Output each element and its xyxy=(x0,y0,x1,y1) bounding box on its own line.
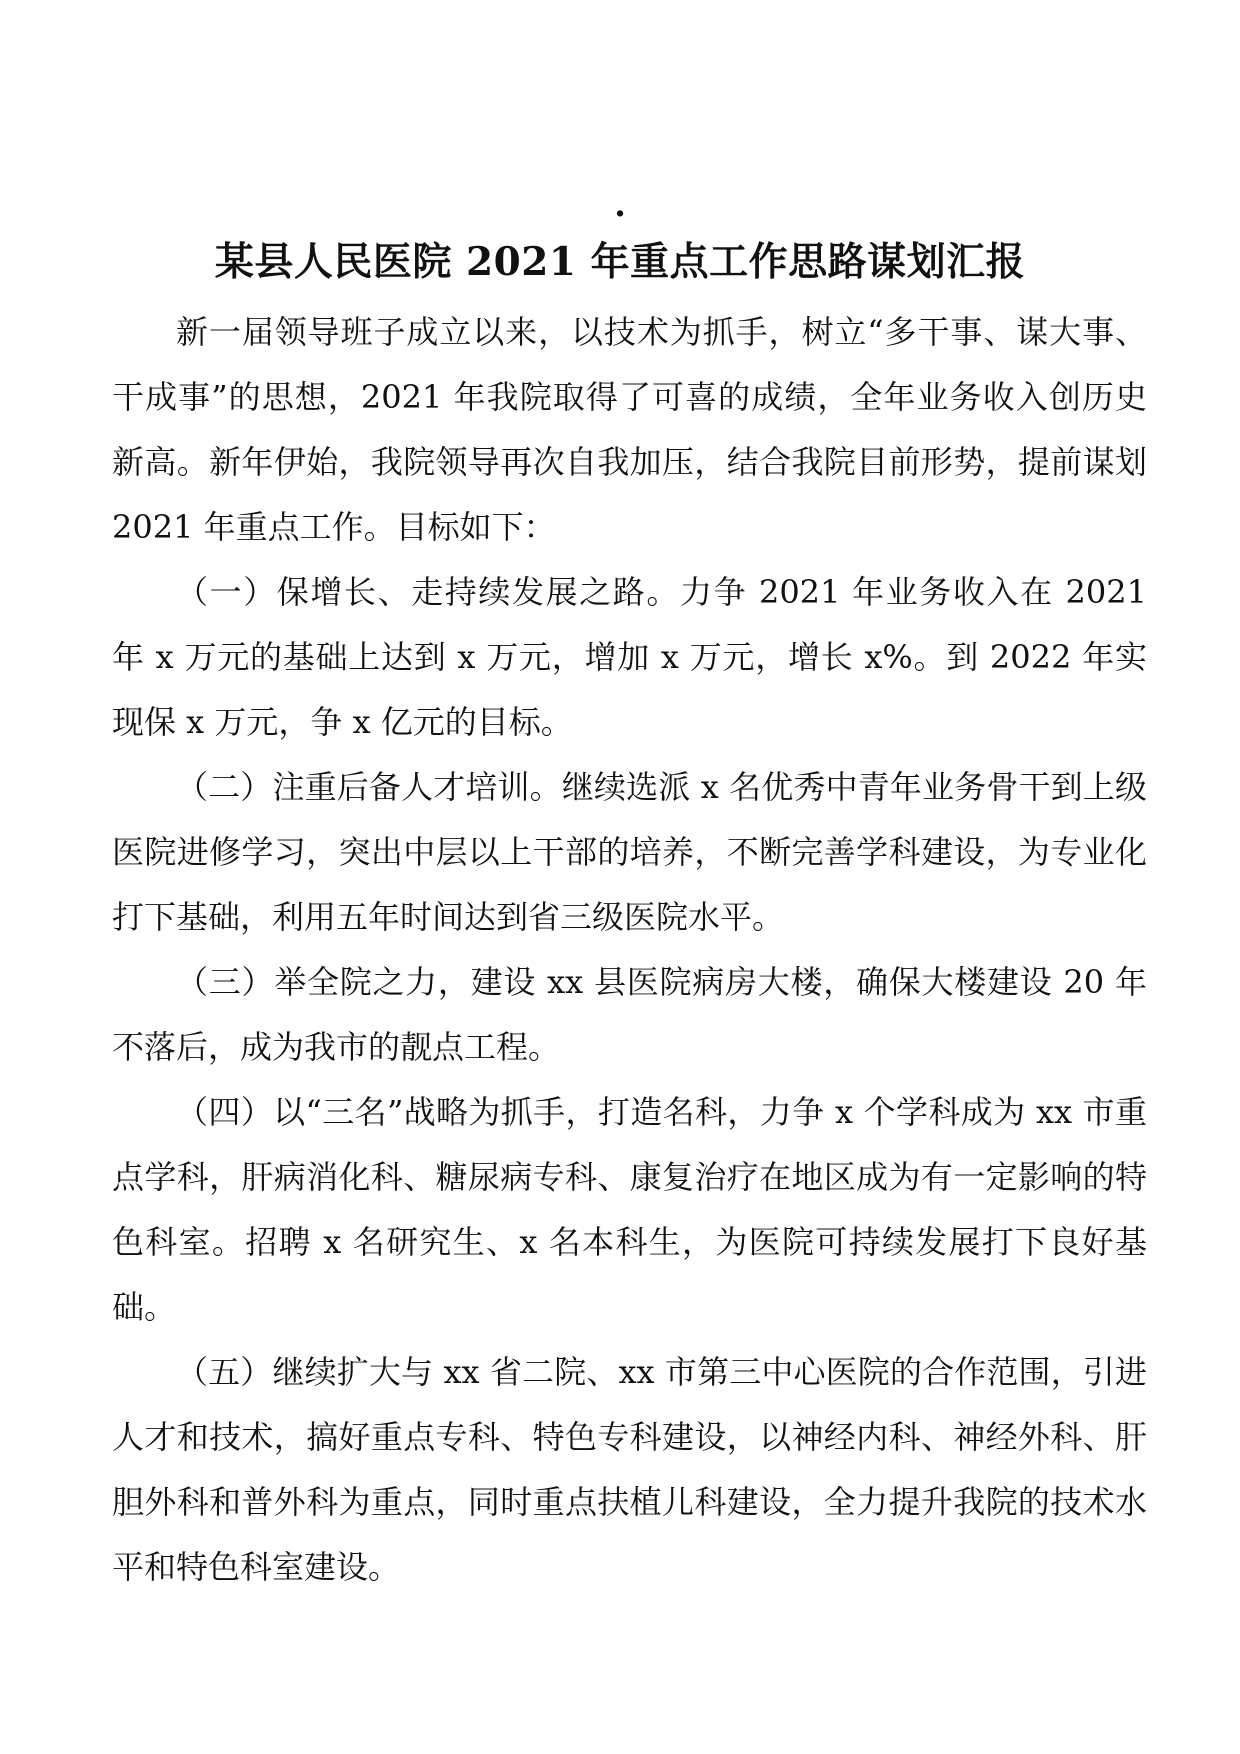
document-body xyxy=(112,300,1147,1600)
goal-paragraph-3: （三）举全院之力，建设 xx 县医院病房大楼，确保大楼建设 20 年不落后，成为我市的靓点工程。 xyxy=(112,963,1147,1066)
document-title: 某县人民医院 2021 年重点工作思路谋划汇报 xyxy=(214,239,1026,285)
header-mark: . xyxy=(614,185,626,225)
goal-paragraph-4: （四）以“三名”战略为抓手，打造名科，力争 x 个学科成为 xx 市重点学科，肝病消化科、糖尿病专科、康复治疗在地区成为有一定影响的特色科室。招聘 x 名研究生、x 名本科生，为医院可持续发展打下良好基础。 xyxy=(112,1093,1147,1326)
goal-paragraph-2: （二）注重后备人才培训。继续选派 x 名优秀中青年业务骨干到上级医院进修学习，突出中层以上干部的培养，不断完善学科建设，为专业化打下基础，利用五年时间达到省三级医院水平。 xyxy=(112,768,1147,936)
goal-paragraph-5: （五）继续扩大与 xx 省二院、xx 市第三中心医院的合作范围，引进人才和技术，搞好重点专科、特色专科建设，以神经内科、神经外科、肝胆外科和普外科为重点，同时重点扶植儿科建设，全力提升我院的技术水平和特色科室建设。 xyxy=(112,1353,1147,1586)
intro-paragraph: 新一届领导班子成立以来，以技术为抓手，树立“多干事、谋大事、干成事”的思想，2021 年我院取得了可喜的成绩，全年业务收入创历史新高。新年伊始，我院领导再次自我加压，结合我院目前形势，提前谋划 2021 年重点工作。目标如下： xyxy=(112,313,1147,546)
goal-paragraph-1: （一）保增长、走持续发展之路。力争 2021 年业务收入在 2021 年 x 万元的基础上达到 x 万元，增加 x 万元，增长 x%。到 2022 年实现保 x 万元，争 x 亿元的目标。 xyxy=(112,573,1147,741)
